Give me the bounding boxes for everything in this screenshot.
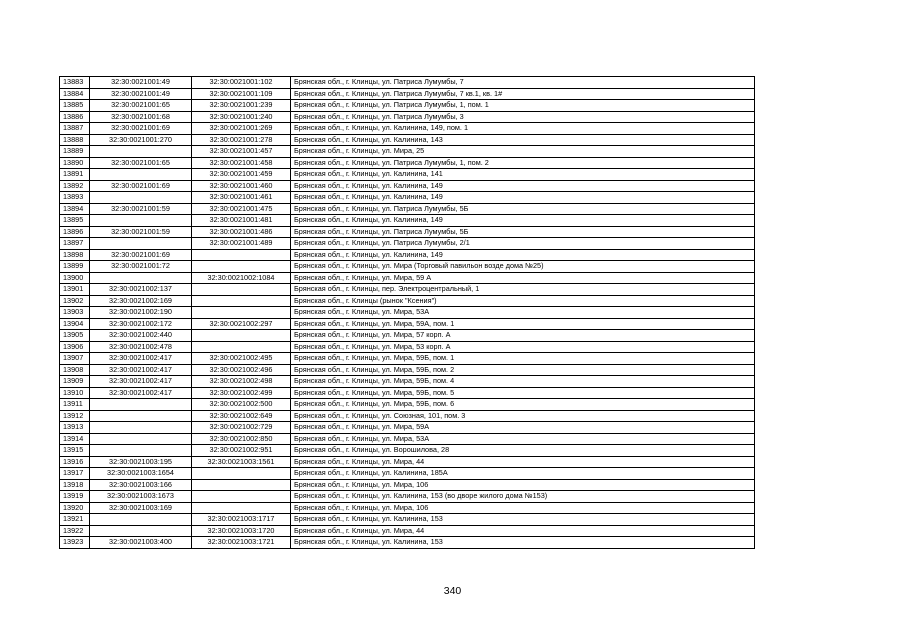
record-number-cell: 13913 <box>60 422 90 434</box>
land-cadastral-number-cell: 32:30:0021001:69 <box>90 123 192 135</box>
record-number-cell: 13883 <box>60 77 90 89</box>
land-cadastral-number-cell <box>90 169 192 181</box>
land-cadastral-number-cell: 32:30:0021003:166 <box>90 479 192 491</box>
object-cadastral-number-cell: 32:30:0021001:489 <box>192 238 291 250</box>
land-cadastral-number-cell: 32:30:0021001:65 <box>90 157 192 169</box>
table-row <box>60 226 755 238</box>
land-cadastral-number-cell: 32:30:0021002:169 <box>90 295 192 307</box>
address-cell: Брянская обл., г. Клинцы, ул. Калинина, 153 (во дворе жилого дома №153) <box>291 491 755 503</box>
record-number-cell: 13887 <box>60 123 90 135</box>
object-cadastral-number-cell <box>192 249 291 261</box>
table-row <box>60 180 755 192</box>
address-cell: Брянская обл., г. Клинцы, ул. Калинина, 185А <box>291 468 755 480</box>
table-row <box>60 134 755 146</box>
table-row <box>60 456 755 468</box>
record-number-cell: 13889 <box>60 146 90 158</box>
address-cell: Брянская обл., г. Клинцы, ул. Калинина, 153 <box>291 537 755 549</box>
object-cadastral-number-cell: 32:30:0021003:1721 <box>192 537 291 549</box>
land-cadastral-number-cell: 32:30:0021002:172 <box>90 318 192 330</box>
record-number-cell: 13920 <box>60 502 90 514</box>
address-cell: Брянская обл., г. Клинцы, ул. Калинина, 143 <box>291 134 755 146</box>
land-cadastral-number-cell: 32:30:0021003:1673 <box>90 491 192 503</box>
record-number-cell: 13904 <box>60 318 90 330</box>
land-cadastral-number-cell <box>90 433 192 445</box>
table-row <box>60 514 755 526</box>
table-row <box>60 318 755 330</box>
address-cell: Брянская обл., г. Клинцы, ул. Союзная, 101, пом. 3 <box>291 410 755 422</box>
table-row <box>60 215 755 227</box>
object-cadastral-number-cell: 32:30:0021002:1084 <box>192 272 291 284</box>
object-cadastral-number-cell: 32:30:0021001:460 <box>192 180 291 192</box>
table-row <box>60 410 755 422</box>
table-row <box>60 100 755 112</box>
address-cell: Брянская обл., г. Клинцы, ул. Мира, 57 корп. А <box>291 330 755 342</box>
table-row <box>60 353 755 365</box>
record-number-cell: 13915 <box>60 445 90 457</box>
table-row <box>60 295 755 307</box>
table-row <box>60 284 755 296</box>
address-cell: Брянская обл., г. Клинцы, ул. Ворошилова, 28 <box>291 445 755 457</box>
address-cell: Брянская обл., г. Клинцы, ул. Мира, 44 <box>291 525 755 537</box>
address-cell: Брянская обл., г. Клинцы, ул. Мира, 59Б, пом. 5 <box>291 387 755 399</box>
address-cell: Брянская обл., г. Клинцы (рынок "Ксения") <box>291 295 755 307</box>
object-cadastral-number-cell: 32:30:0021002:951 <box>192 445 291 457</box>
table-row <box>60 146 755 158</box>
table-row <box>60 445 755 457</box>
address-cell: Брянская обл., г. Клинцы, ул. Мира, 59Б, пом. 4 <box>291 376 755 388</box>
table-row <box>60 157 755 169</box>
record-number-cell: 13902 <box>60 295 90 307</box>
land-cadastral-number-cell: 32:30:0021001:49 <box>90 77 192 89</box>
land-cadastral-number-cell: 32:30:0021002:417 <box>90 364 192 376</box>
land-cadastral-number-cell: 32:30:0021001:59 <box>90 203 192 215</box>
record-number-cell: 13905 <box>60 330 90 342</box>
table-row <box>60 502 755 514</box>
record-number-cell: 13885 <box>60 100 90 112</box>
object-cadastral-number-cell: 32:30:0021001:109 <box>192 88 291 100</box>
record-number-cell: 13893 <box>60 192 90 204</box>
object-cadastral-number-cell <box>192 491 291 503</box>
object-cadastral-number-cell: 32:30:0021002:850 <box>192 433 291 445</box>
record-number-cell: 13914 <box>60 433 90 445</box>
land-cadastral-number-cell: 32:30:0021002:478 <box>90 341 192 353</box>
record-number-cell: 13922 <box>60 525 90 537</box>
address-cell: Брянская обл., г. Клинцы, ул. Мира, 59 А <box>291 272 755 284</box>
object-cadastral-number-cell: 32:30:0021001:278 <box>192 134 291 146</box>
record-number-cell: 13921 <box>60 514 90 526</box>
land-cadastral-number-cell: 32:30:0021001:59 <box>90 226 192 238</box>
record-number-cell: 13916 <box>60 456 90 468</box>
page-number: 340 <box>443 585 462 597</box>
land-cadastral-number-cell <box>90 272 192 284</box>
land-cadastral-number-cell: 32:30:0021001:270 <box>90 134 192 146</box>
address-cell: Брянская обл., г. Клинцы, ул. Патриса Лумумбы, 5Б <box>291 226 755 238</box>
table-row <box>60 238 755 250</box>
land-cadastral-number-cell: 32:30:0021001:69 <box>90 249 192 261</box>
table-row <box>60 433 755 445</box>
record-number-cell: 13907 <box>60 353 90 365</box>
land-cadastral-number-cell <box>90 399 192 411</box>
object-cadastral-number-cell: 32:30:0021003:1720 <box>192 525 291 537</box>
record-number-cell: 13919 <box>60 491 90 503</box>
record-number-cell: 13897 <box>60 238 90 250</box>
object-cadastral-number-cell: 32:30:0021001:102 <box>192 77 291 89</box>
record-number-cell: 13890 <box>60 157 90 169</box>
object-cadastral-number-cell: 32:30:0021002:496 <box>192 364 291 376</box>
table-row <box>60 468 755 480</box>
address-cell: Брянская обл., г. Клинцы, ул. Калинина, 149 <box>291 249 755 261</box>
address-cell: Брянская обл., г. Клинцы, ул. Мира, 25 <box>291 146 755 158</box>
land-cadastral-number-cell <box>90 238 192 250</box>
land-cadastral-number-cell: 32:30:0021001:65 <box>90 100 192 112</box>
address-cell: Брянская обл., г. Клинцы, ул. Патриса Лумумбы, 1, пом. 1 <box>291 100 755 112</box>
table-row <box>60 491 755 503</box>
record-number-cell: 13900 <box>60 272 90 284</box>
address-cell: Брянская обл., г. Клинцы, ул. Патриса Лумумбы, 7 кв.1, кв. 1# <box>291 88 755 100</box>
object-cadastral-number-cell: 32:30:0021002:649 <box>192 410 291 422</box>
record-number-cell: 13908 <box>60 364 90 376</box>
land-cadastral-number-cell <box>90 192 192 204</box>
land-cadastral-number-cell <box>90 514 192 526</box>
object-cadastral-number-cell <box>192 468 291 480</box>
object-cadastral-number-cell: 32:30:0021001:475 <box>192 203 291 215</box>
record-number-cell: 13910 <box>60 387 90 399</box>
address-cell: Брянская обл., г. Клинцы, ул. Патриса Лумумбы, 3 <box>291 111 755 123</box>
object-cadastral-number-cell: 32:30:0021002:499 <box>192 387 291 399</box>
object-cadastral-number-cell <box>192 479 291 491</box>
address-cell: Брянская обл., г. Клинцы, пер. Электроцентральный, 1 <box>291 284 755 296</box>
object-cadastral-number-cell: 32:30:0021001:240 <box>192 111 291 123</box>
table-row <box>60 261 755 273</box>
address-cell: Брянская обл., г. Клинцы, ул. Мира, 59А <box>291 422 755 434</box>
table-row <box>60 364 755 376</box>
record-number-cell: 13903 <box>60 307 90 319</box>
object-cadastral-number-cell: 32:30:0021002:495 <box>192 353 291 365</box>
table-row <box>60 525 755 537</box>
land-cadastral-number-cell: 32:30:0021002:417 <box>90 353 192 365</box>
record-number-cell: 13909 <box>60 376 90 388</box>
address-cell: Брянская обл., г. Клинцы, ул. Мира, 106 <box>291 502 755 514</box>
table-row <box>60 399 755 411</box>
table-row <box>60 537 755 549</box>
address-cell: Брянская обл., г. Клинцы, ул. Мира, 53 корп. А <box>291 341 755 353</box>
land-cadastral-number-cell <box>90 445 192 457</box>
land-cadastral-number-cell: 32:30:0021003:169 <box>90 502 192 514</box>
land-cadastral-number-cell: 32:30:0021002:190 <box>90 307 192 319</box>
object-cadastral-number-cell <box>192 261 291 273</box>
land-cadastral-number-cell: 32:30:0021002:137 <box>90 284 192 296</box>
record-number-cell: 13895 <box>60 215 90 227</box>
address-cell: Брянская обл., г. Клинцы, ул. Мира, 59Б, пом. 6 <box>291 399 755 411</box>
object-cadastral-number-cell: 32:30:0021001:269 <box>192 123 291 135</box>
object-cadastral-number-cell: 32:30:0021002:498 <box>192 376 291 388</box>
object-cadastral-number-cell: 32:30:0021002:500 <box>192 399 291 411</box>
record-number-cell: 13898 <box>60 249 90 261</box>
table-row <box>60 123 755 135</box>
record-number-cell: 13918 <box>60 479 90 491</box>
table-row <box>60 249 755 261</box>
address-cell: Брянская обл., г. Клинцы, ул. Калинина, 153 <box>291 514 755 526</box>
table-row <box>60 77 755 89</box>
record-number-cell: 13901 <box>60 284 90 296</box>
table-row <box>60 376 755 388</box>
address-cell: Брянская обл., г. Клинцы, ул. Мира, 53А <box>291 307 755 319</box>
record-number-cell: 13912 <box>60 410 90 422</box>
address-cell: Брянская обл., г. Клинцы, ул. Калинина, 141 <box>291 169 755 181</box>
record-number-cell: 13888 <box>60 134 90 146</box>
land-cadastral-number-cell: 32:30:0021001:49 <box>90 88 192 100</box>
record-number-cell: 13894 <box>60 203 90 215</box>
land-cadastral-number-cell: 32:30:0021001:72 <box>90 261 192 273</box>
record-number-cell: 13906 <box>60 341 90 353</box>
land-cadastral-number-cell <box>90 525 192 537</box>
object-cadastral-number-cell <box>192 307 291 319</box>
object-cadastral-number-cell <box>192 341 291 353</box>
table-row <box>60 330 755 342</box>
land-cadastral-number-cell: 32:30:0021003:1654 <box>90 468 192 480</box>
address-cell: Брянская обл., г. Клинцы, ул. Калинина, 149 <box>291 192 755 204</box>
land-cadastral-number-cell: 32:30:0021002:417 <box>90 376 192 388</box>
land-cadastral-number-cell <box>90 215 192 227</box>
table-row <box>60 387 755 399</box>
address-cell: Брянская обл., г. Клинцы, ул. Мира, 106 <box>291 479 755 491</box>
registry-table <box>59 76 755 549</box>
address-cell: Брянская обл., г. Клинцы, ул. Калинина, 149 <box>291 180 755 192</box>
object-cadastral-number-cell <box>192 295 291 307</box>
address-cell: Брянская обл., г. Клинцы, ул. Патриса Лумумбы, 2/1 <box>291 238 755 250</box>
table-row <box>60 272 755 284</box>
object-cadastral-number-cell: 32:30:0021001:486 <box>192 226 291 238</box>
land-cadastral-number-cell <box>90 146 192 158</box>
land-cadastral-number-cell: 32:30:0021003:195 <box>90 456 192 468</box>
land-cadastral-number-cell: 32:30:0021003:400 <box>90 537 192 549</box>
land-cadastral-number-cell: 32:30:0021001:69 <box>90 180 192 192</box>
address-cell: Брянская обл., г. Клинцы, ул. Патриса Лумумбы, 5Б <box>291 203 755 215</box>
object-cadastral-number-cell <box>192 284 291 296</box>
address-cell: Брянская обл., г. Клинцы, ул. Калинина, 149, пом. 1 <box>291 123 755 135</box>
address-cell: Брянская обл., г. Клинцы, ул. Патриса Лумумбы, 1, пом. 2 <box>291 157 755 169</box>
address-cell: Брянская обл., г. Клинцы, ул. Калинина, 149 <box>291 215 755 227</box>
address-cell: Брянская обл., г. Клинцы, ул. Мира, 59Б, пом. 2 <box>291 364 755 376</box>
table-row <box>60 111 755 123</box>
table-row <box>60 88 755 100</box>
address-cell: Брянская обл., г. Клинцы, ул. Патриса Лумумбы, 7 <box>291 77 755 89</box>
record-number-cell: 13896 <box>60 226 90 238</box>
address-cell: Брянская обл., г. Клинцы, ул. Мира, 53А <box>291 433 755 445</box>
table-row <box>60 422 755 434</box>
object-cadastral-number-cell: 32:30:0021001:461 <box>192 192 291 204</box>
object-cadastral-number-cell: 32:30:0021003:1717 <box>192 514 291 526</box>
object-cadastral-number-cell: 32:30:0021001:457 <box>192 146 291 158</box>
table-row <box>60 169 755 181</box>
address-cell: Брянская обл., г. Клинцы, ул. Мира, 59Б, пом. 1 <box>291 353 755 365</box>
object-cadastral-number-cell: 32:30:0021001:481 <box>192 215 291 227</box>
object-cadastral-number-cell <box>192 330 291 342</box>
record-number-cell: 13886 <box>60 111 90 123</box>
record-number-cell: 13911 <box>60 399 90 411</box>
record-number-cell: 13884 <box>60 88 90 100</box>
object-cadastral-number-cell: 32:30:0021001:459 <box>192 169 291 181</box>
record-number-cell: 13892 <box>60 180 90 192</box>
record-number-cell: 13899 <box>60 261 90 273</box>
record-number-cell: 13917 <box>60 468 90 480</box>
object-cadastral-number-cell: 32:30:0021001:458 <box>192 157 291 169</box>
object-cadastral-number-cell <box>192 502 291 514</box>
object-cadastral-number-cell: 32:30:0021001:239 <box>192 100 291 112</box>
land-cadastral-number-cell <box>90 410 192 422</box>
address-cell: Брянская обл., г. Клинцы, ул. Мира, 59А, пом. 1 <box>291 318 755 330</box>
land-cadastral-number-cell <box>90 422 192 434</box>
land-cadastral-number-cell: 32:30:0021001:68 <box>90 111 192 123</box>
table-row <box>60 341 755 353</box>
object-cadastral-number-cell: 32:30:0021002:297 <box>192 318 291 330</box>
record-number-cell: 13923 <box>60 537 90 549</box>
table-row <box>60 479 755 491</box>
address-cell: Брянская обл., г. Клинцы, ул. Мира (Торговый павильон возде дома №25) <box>291 261 755 273</box>
address-cell: Брянская обл., г. Клинцы, ул. Мира, 44 <box>291 456 755 468</box>
object-cadastral-number-cell: 32:30:0021002:729 <box>192 422 291 434</box>
table-row <box>60 192 755 204</box>
registry-table-body <box>60 77 755 549</box>
land-cadastral-number-cell: 32:30:0021002:440 <box>90 330 192 342</box>
table-row <box>60 307 755 319</box>
table-row <box>60 203 755 215</box>
land-cadastral-number-cell: 32:30:0021002:417 <box>90 387 192 399</box>
record-number-cell: 13891 <box>60 169 90 181</box>
object-cadastral-number-cell: 32:30:0021003:1561 <box>192 456 291 468</box>
